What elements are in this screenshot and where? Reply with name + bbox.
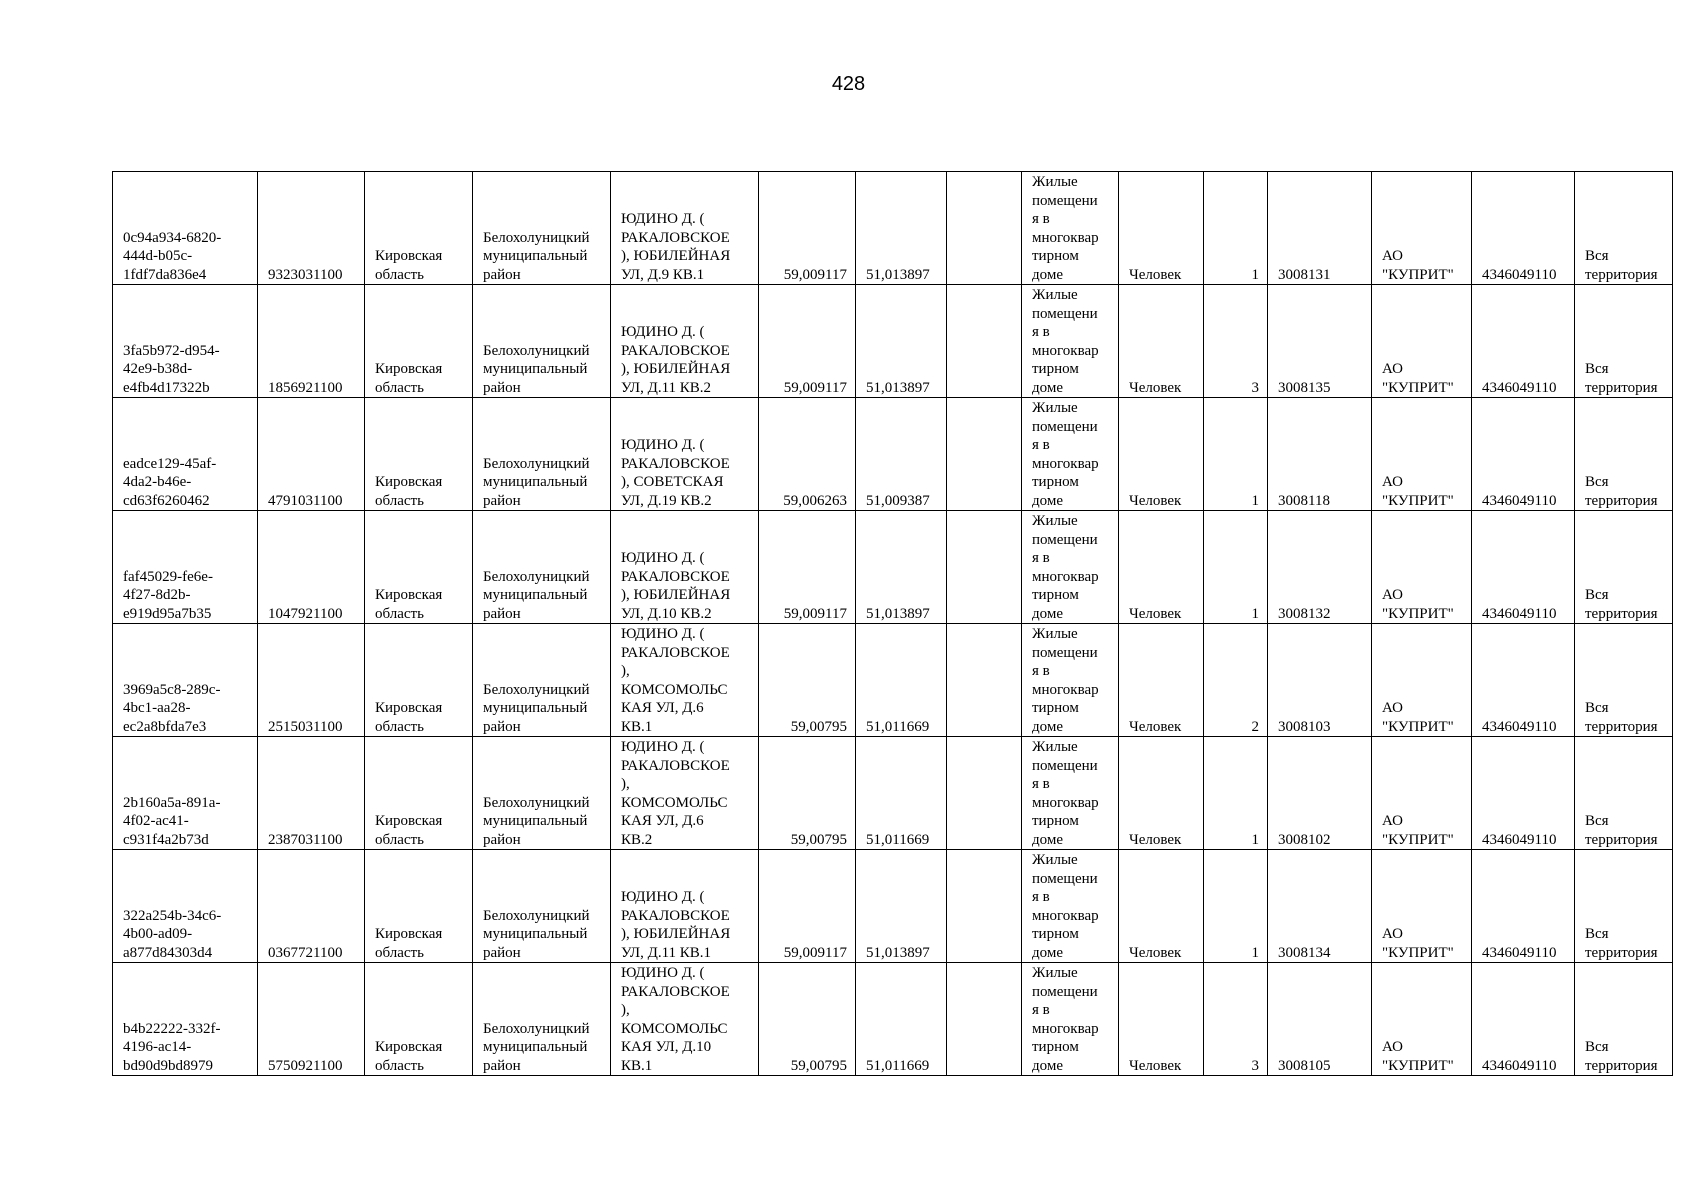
cell-territory: Вся территория bbox=[1575, 624, 1673, 737]
table-row bbox=[113, 398, 1673, 511]
cell-longitude: 51,013897 bbox=[856, 850, 947, 963]
cell-district: Белохолуницкий муниципальный район bbox=[473, 624, 611, 737]
cell-organization: АО "КУПРИТ" bbox=[1372, 172, 1472, 285]
cell-district: Белохолуницкий муниципальный район bbox=[473, 963, 611, 1076]
cell-empty bbox=[947, 398, 1022, 511]
cell-count: 1 bbox=[1204, 737, 1268, 850]
cell-account: 2515031100 bbox=[258, 624, 365, 737]
cell-guid: 0c94a934-6820- 444d-b05c- 1fdf7da836e4 bbox=[113, 172, 258, 285]
cell-inn: 4346049110 bbox=[1472, 172, 1575, 285]
cell-latitude: 59,009117 bbox=[759, 172, 856, 285]
cell-inn: 4346049110 bbox=[1472, 511, 1575, 624]
cell-latitude: 59,009117 bbox=[759, 850, 856, 963]
cell-latitude: 59,009117 bbox=[759, 285, 856, 398]
cell-inn: 4346049110 bbox=[1472, 624, 1575, 737]
cell-longitude: 51,013897 bbox=[856, 511, 947, 624]
cell-account: 1047921100 bbox=[258, 511, 365, 624]
cell-guid: 3969a5c8-289c- 4bc1-aa28- ec2a8bfda7e3 bbox=[113, 624, 258, 737]
table-row bbox=[113, 172, 1673, 285]
cell-guid: 322a254b-34c6- 4b00-ad09- a877d84303d4 bbox=[113, 850, 258, 963]
cell-organization: АО "КУПРИТ" bbox=[1372, 285, 1472, 398]
cell-code: 3008132 bbox=[1268, 511, 1372, 624]
cell-empty bbox=[947, 172, 1022, 285]
cell-account: 2387031100 bbox=[258, 737, 365, 850]
registry-table bbox=[112, 171, 1673, 1076]
cell-district: Белохолуницкий муниципальный район bbox=[473, 172, 611, 285]
cell-longitude: 51,013897 bbox=[856, 285, 947, 398]
cell-account: 5750921100 bbox=[258, 963, 365, 1076]
cell-address: ЮДИНО Д. ( РАКАЛОВСКОЕ ), КОМСОМОЛЬС КАЯ УЛ, Д.6 КВ.1 bbox=[611, 624, 759, 737]
cell-count: 1 bbox=[1204, 850, 1268, 963]
cell-count: 2 bbox=[1204, 624, 1268, 737]
cell-address: ЮДИНО Д. ( РАКАЛОВСКОЕ ), КОМСОМОЛЬС КАЯ УЛ, Д.10 КВ.1 bbox=[611, 963, 759, 1076]
cell-organization: АО "КУПРИТ" bbox=[1372, 511, 1472, 624]
cell-empty bbox=[947, 850, 1022, 963]
cell-region: Кировская область bbox=[365, 737, 473, 850]
cell-unit: Человек bbox=[1119, 850, 1204, 963]
cell-territory: Вся территория bbox=[1575, 737, 1673, 850]
cell-address: ЮДИНО Д. ( РАКАЛОВСКОЕ ), КОМСОМОЛЬС КАЯ УЛ, Д.6 КВ.2 bbox=[611, 737, 759, 850]
cell-empty bbox=[947, 624, 1022, 737]
cell-code: 3008131 bbox=[1268, 172, 1372, 285]
cell-empty bbox=[947, 737, 1022, 850]
cell-guid: b4b22222-332f- 4196-ac14- bd90d9bd8979 bbox=[113, 963, 258, 1076]
cell-organization: АО "КУПРИТ" bbox=[1372, 398, 1472, 511]
cell-address: ЮДИНО Д. ( РАКАЛОВСКОЕ ), ЮБИЛЕЙНАЯ УЛ, Д.11 КВ.2 bbox=[611, 285, 759, 398]
cell-territory: Вся территория bbox=[1575, 285, 1673, 398]
cell-address: ЮДИНО Д. ( РАКАЛОВСКОЕ ), ЮБИЛЕЙНАЯ УЛ, Д.11 КВ.1 bbox=[611, 850, 759, 963]
cell-unit: Человек bbox=[1119, 624, 1204, 737]
cell-organization: АО "КУПРИТ" bbox=[1372, 963, 1472, 1076]
cell-guid: eadce129-45af- 4da2-b46e- cd63f6260462 bbox=[113, 398, 258, 511]
cell-empty bbox=[947, 285, 1022, 398]
cell-empty bbox=[947, 511, 1022, 624]
cell-address: ЮДИНО Д. ( РАКАЛОВСКОЕ ), СОВЕТСКАЯ УЛ, Д.19 КВ.2 bbox=[611, 398, 759, 511]
cell-guid: faf45029-fe6e- 4f27-8d2b- e919d95a7b35 bbox=[113, 511, 258, 624]
cell-code: 3008105 bbox=[1268, 963, 1372, 1076]
table-row bbox=[113, 850, 1673, 963]
cell-empty bbox=[947, 963, 1022, 1076]
cell-longitude: 51,011669 bbox=[856, 737, 947, 850]
table-row bbox=[113, 624, 1673, 737]
cell-territory: Вся территория bbox=[1575, 172, 1673, 285]
cell-region: Кировская область bbox=[365, 850, 473, 963]
cell-district: Белохолуницкий муниципальный район bbox=[473, 285, 611, 398]
cell-longitude: 51,009387 bbox=[856, 398, 947, 511]
page-number: 428 bbox=[831, 73, 866, 95]
cell-territory: Вся территория bbox=[1575, 398, 1673, 511]
cell-latitude: 59,00795 bbox=[759, 737, 856, 850]
cell-inn: 4346049110 bbox=[1472, 285, 1575, 398]
cell-premises: Жилые помещени я в многоквар тирном доме bbox=[1022, 737, 1119, 850]
cell-unit: Человек bbox=[1119, 172, 1204, 285]
cell-organization: АО "КУПРИТ" bbox=[1372, 624, 1472, 737]
cell-inn: 4346049110 bbox=[1472, 398, 1575, 511]
cell-address: ЮДИНО Д. ( РАКАЛОВСКОЕ ), ЮБИЛЕЙНАЯ УЛ, Д.9 КВ.1 bbox=[611, 172, 759, 285]
cell-unit: Человек bbox=[1119, 963, 1204, 1076]
cell-territory: Вся территория bbox=[1575, 963, 1673, 1076]
cell-longitude: 51,013897 bbox=[856, 172, 947, 285]
cell-code: 3008102 bbox=[1268, 737, 1372, 850]
cell-premises: Жилые помещени я в многоквар тирном доме bbox=[1022, 963, 1119, 1076]
cell-premises: Жилые помещени я в многоквар тирном доме bbox=[1022, 398, 1119, 511]
cell-latitude: 59,00795 bbox=[759, 624, 856, 737]
table-row bbox=[113, 285, 1673, 398]
cell-premises: Жилые помещени я в многоквар тирном доме bbox=[1022, 172, 1119, 285]
cell-inn: 4346049110 bbox=[1472, 737, 1575, 850]
cell-region: Кировская область bbox=[365, 398, 473, 511]
cell-latitude: 59,009117 bbox=[759, 511, 856, 624]
cell-count: 3 bbox=[1204, 285, 1268, 398]
cell-unit: Человек bbox=[1119, 398, 1204, 511]
cell-inn: 4346049110 bbox=[1472, 850, 1575, 963]
cell-region: Кировская область bbox=[365, 963, 473, 1076]
cell-longitude: 51,011669 bbox=[856, 963, 947, 1076]
cell-region: Кировская область bbox=[365, 285, 473, 398]
cell-district: Белохолуницкий муниципальный район bbox=[473, 850, 611, 963]
cell-organization: АО "КУПРИТ" bbox=[1372, 850, 1472, 963]
cell-inn: 4346049110 bbox=[1472, 963, 1575, 1076]
cell-latitude: 59,006263 bbox=[759, 398, 856, 511]
cell-premises: Жилые помещени я в многоквар тирном доме bbox=[1022, 285, 1119, 398]
table-row bbox=[113, 737, 1673, 850]
cell-code: 3008134 bbox=[1268, 850, 1372, 963]
cell-district: Белохолуницкий муниципальный район bbox=[473, 737, 611, 850]
cell-count: 1 bbox=[1204, 511, 1268, 624]
cell-longitude: 51,011669 bbox=[856, 624, 947, 737]
cell-district: Белохолуницкий муниципальный район bbox=[473, 511, 611, 624]
cell-code: 3008103 bbox=[1268, 624, 1372, 737]
cell-unit: Человек bbox=[1119, 737, 1204, 850]
cell-count: 3 bbox=[1204, 963, 1268, 1076]
cell-guid: 2b160a5a-891a- 4f02-ac41- c931f4a2b73d bbox=[113, 737, 258, 850]
cell-code: 3008118 bbox=[1268, 398, 1372, 511]
cell-district: Белохолуницкий муниципальный район bbox=[473, 398, 611, 511]
table-row bbox=[113, 963, 1673, 1076]
cell-latitude: 59,00795 bbox=[759, 963, 856, 1076]
cell-address: ЮДИНО Д. ( РАКАЛОВСКОЕ ), ЮБИЛЕЙНАЯ УЛ, Д.10 КВ.2 bbox=[611, 511, 759, 624]
cell-count: 1 bbox=[1204, 398, 1268, 511]
cell-premises: Жилые помещени я в многоквар тирном доме bbox=[1022, 624, 1119, 737]
cell-region: Кировская область bbox=[365, 172, 473, 285]
cell-account: 4791031100 bbox=[258, 398, 365, 511]
cell-code: 3008135 bbox=[1268, 285, 1372, 398]
cell-premises: Жилые помещени я в многоквар тирном доме bbox=[1022, 850, 1119, 963]
table-row bbox=[113, 511, 1673, 624]
cell-unit: Человек bbox=[1119, 285, 1204, 398]
cell-territory: Вся территория bbox=[1575, 511, 1673, 624]
cell-region: Кировская область bbox=[365, 511, 473, 624]
cell-guid: 3fa5b972-d954- 42e9-b38d- e4fb4d17322b bbox=[113, 285, 258, 398]
cell-account: 9323031100 bbox=[258, 172, 365, 285]
cell-unit: Человек bbox=[1119, 511, 1204, 624]
cell-premises: Жилые помещени я в многоквар тирном доме bbox=[1022, 511, 1119, 624]
cell-account: 1856921100 bbox=[258, 285, 365, 398]
cell-region: Кировская область bbox=[365, 624, 473, 737]
cell-account: 0367721100 bbox=[258, 850, 365, 963]
cell-count: 1 bbox=[1204, 172, 1268, 285]
cell-organization: АО "КУПРИТ" bbox=[1372, 737, 1472, 850]
registry-table-body bbox=[113, 172, 1673, 1076]
cell-territory: Вся территория bbox=[1575, 850, 1673, 963]
